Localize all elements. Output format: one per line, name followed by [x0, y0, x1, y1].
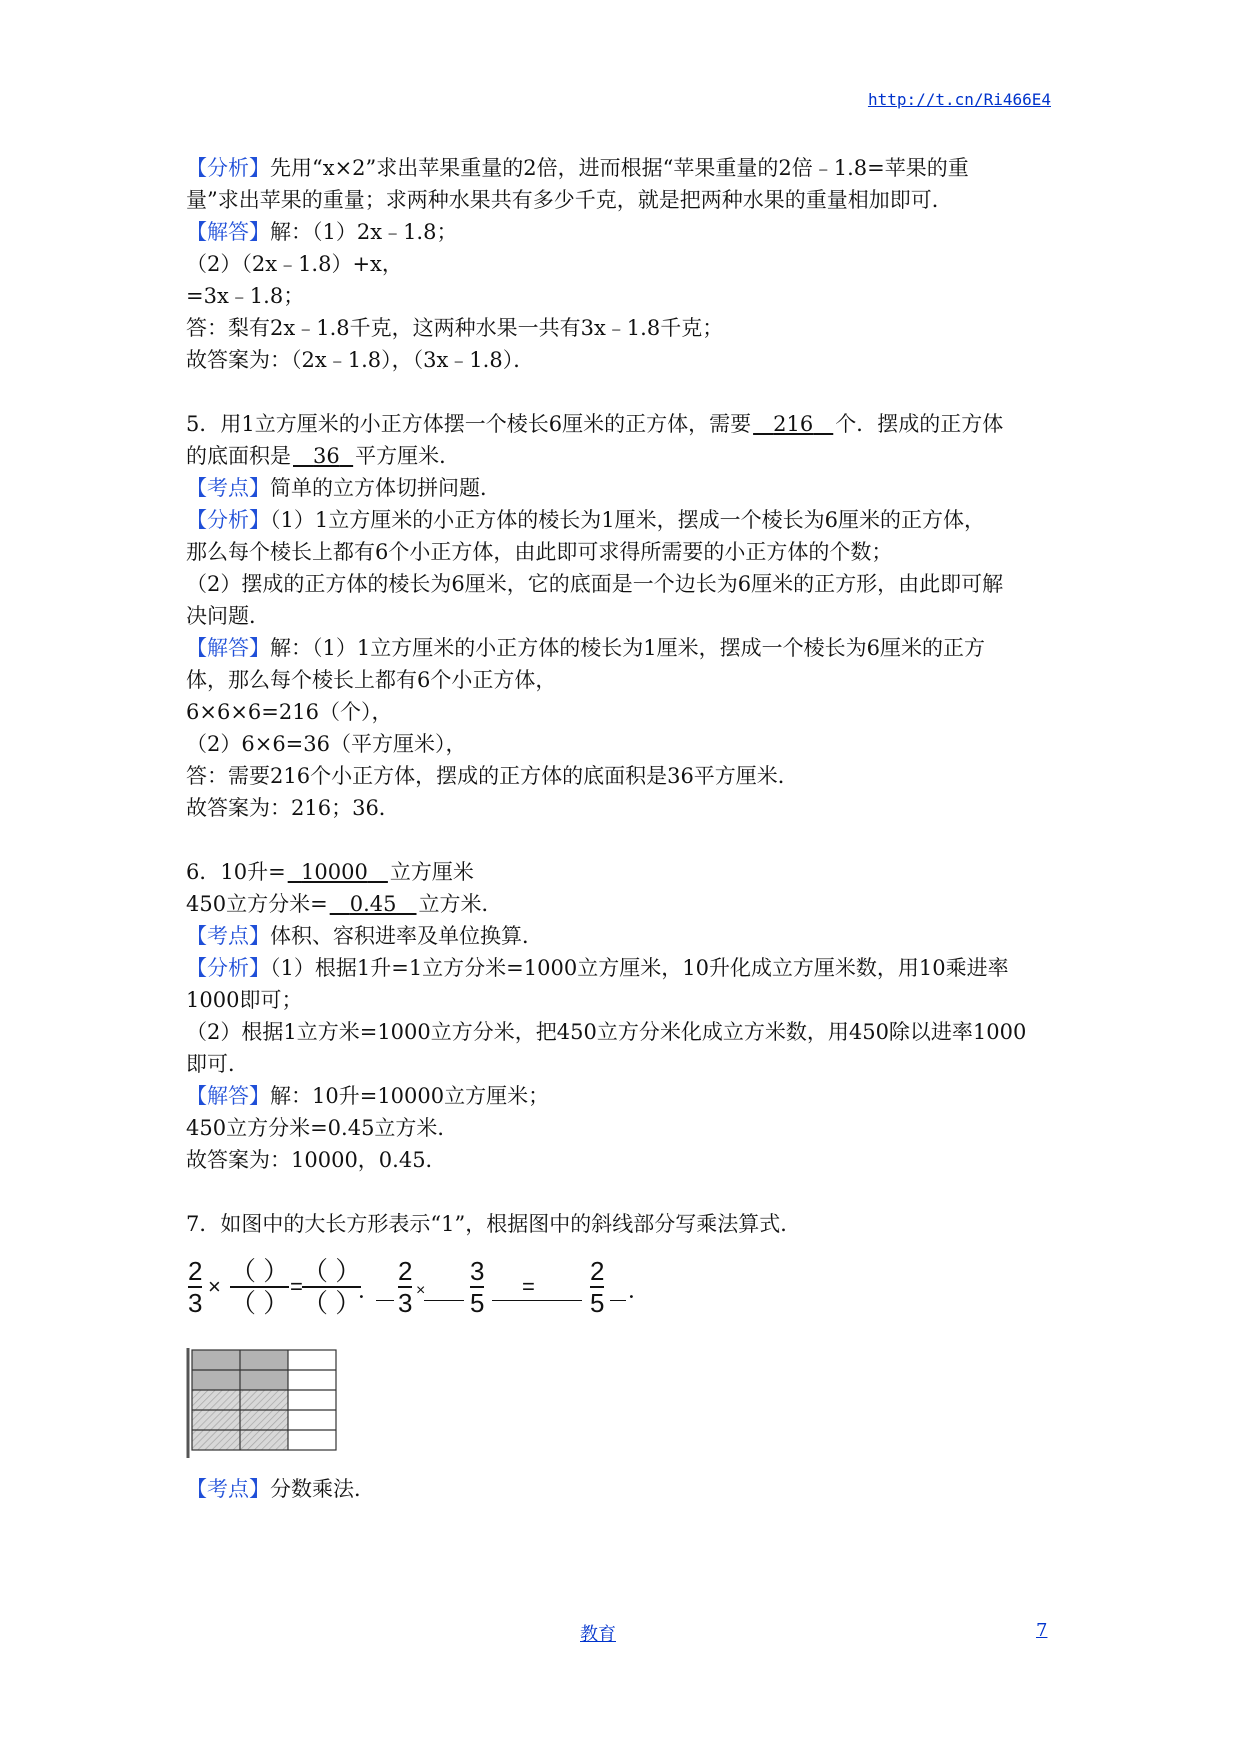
- times-sign: ×: [208, 1274, 221, 1299]
- text-line: （2）摆成的正方体的棱长为6厘米，它的底面是一个边长为6厘米的正方形，由此即可解: [186, 572, 1004, 596]
- question-5: [186, 408, 1066, 824]
- text-line: 那么每个棱长上都有6个小正方体，由此即可求得所需要的小正方体的个数；: [186, 540, 893, 564]
- text-line: 答：需要216个小正方体，摆成的正方体的底面积是36平方厘米．: [186, 764, 799, 788]
- text-line: 【分析】（1）1立方厘米的小正方体的棱长为1厘米，摆成一个棱长为6厘米的正方体，: [186, 508, 985, 532]
- text-line: 【考点】简单的立方体切拼问题．: [186, 476, 501, 500]
- page-number: 7: [1036, 1620, 1048, 1641]
- q5-line-1: 5．用1立方厘米的小正方体摆一个棱长6厘米的正方体，需要 216 个．摆成的正方体: [186, 412, 1004, 436]
- grid-svg: [186, 1348, 346, 1458]
- equals-sign: =: [290, 1274, 303, 1299]
- q6-line-2: 450立方分米= 0.45 立方米．: [186, 892, 503, 916]
- answer-underline-2: [424, 1300, 464, 1301]
- shaded-cell: [240, 1350, 288, 1370]
- text-line: 450立方分米=0.45立方米．: [186, 1116, 459, 1140]
- fraction-blank-1: （ ） （ ）: [230, 1256, 290, 1318]
- section-tag: 【解答】: [186, 1084, 270, 1108]
- q6-solution: [186, 920, 1066, 1176]
- text-line: 故答案为：（2x﹣1.8），（3x﹣1.8）．: [186, 348, 535, 372]
- text-line: =3x﹣1.8；: [186, 284, 305, 308]
- text-line: 【解答】解：10升=10000立方厘米；: [186, 1084, 550, 1108]
- fraction-blank-2: （ ） （ ）: [302, 1256, 362, 1318]
- hatched-cell: [240, 1390, 288, 1410]
- end-period: ．: [628, 1278, 651, 1303]
- text-line: 量”求出苹果的重量；求两种水果共有多少千克，就是把两种水果的重量相加即可．: [186, 188, 953, 212]
- footer-link[interactable]: 教育: [580, 1624, 616, 1645]
- section-tag: 【分析】: [186, 156, 270, 180]
- hatched-cell: [192, 1430, 240, 1450]
- q5-blank-1: 216: [773, 412, 814, 436]
- question-7: [186, 1208, 1066, 1505]
- text-line: （2）（2x﹣1.8）+x，: [186, 252, 403, 276]
- shaded-cell: [192, 1350, 240, 1370]
- section-tag: 【解答】: [186, 220, 270, 244]
- answer-underline-1: [376, 1300, 394, 1301]
- header-link[interactable]: http://t.cn/Ri466E4: [867, 90, 1051, 109]
- text-line: 【解答】解：（1）1立方厘米的小正方体的棱长为1厘米，摆成一个棱长为6厘米的正方: [186, 636, 985, 660]
- hatched-cell: [192, 1390, 240, 1410]
- q7-kaodian: 【考点】分数乘法．: [186, 1477, 375, 1501]
- fraction-two-thirds: 2 3: [188, 1256, 203, 1318]
- text-line: 【分析】先用“x×2”求出苹果重量的2倍，进而根据“苹果重量的2倍﹣1.8=苹果的重: [186, 156, 969, 180]
- page-content: [186, 152, 1066, 1505]
- question-6: [186, 856, 1066, 1176]
- section-tag: 【考点】: [186, 476, 270, 500]
- shaded-cell: [240, 1370, 288, 1390]
- period-mark: ．: [358, 1278, 381, 1303]
- q7-expression: [186, 1258, 1066, 1324]
- text-line: （2）根据1立方米=1000立方分米，把450立方分米化成立方米数，用450除以进率1000: [186, 1020, 1027, 1044]
- answer-equals-sign: =: [522, 1274, 535, 1299]
- answer-times-sign: ×: [416, 1282, 426, 1299]
- block-q4-solution: [186, 152, 1066, 376]
- text-line: 答：梨有2x﹣1.8千克，这两种水果一共有3x﹣1.8千克；: [186, 316, 724, 340]
- shaded-cell: [192, 1370, 240, 1390]
- q5-solution: [186, 472, 1066, 824]
- section-tag: 【分析】: [186, 956, 270, 980]
- hatched-cell: [240, 1430, 288, 1450]
- text-line: （2）6×6=36（平方厘米），: [186, 732, 467, 756]
- section-tag: 【解答】: [186, 636, 270, 660]
- answer-fraction-two-thirds: 2 3: [398, 1256, 413, 1318]
- hatched-cell: [192, 1410, 240, 1430]
- q6-blank-1: 10000: [301, 860, 368, 884]
- text-line: 6×6×6=216（个），: [186, 700, 393, 724]
- hatched-cell: [240, 1410, 288, 1430]
- text-line: 【分析】（1）根据1升=1立方分米=1000立方厘米，10升化成立方厘米数，用10乘进率: [186, 956, 1009, 980]
- q7-title: 7．如图中的大长方形表示“1”，根据图中的斜线部分写乘法算式．: [186, 1212, 802, 1236]
- q6-blank-2: 0.45: [349, 892, 397, 916]
- text-line: 【解答】解：（1）2x﹣1.8；: [186, 220, 458, 244]
- fraction-grid-diagram: [186, 1348, 1066, 1463]
- text-line: 即可．: [186, 1052, 249, 1076]
- text-line: 体，那么每个棱长上都有6个小正方体，: [186, 668, 557, 692]
- section-tag: 【分析】: [186, 508, 270, 532]
- q5-line-2: 的底面积是 36 平方厘米．: [186, 444, 461, 468]
- answer-underline-4: [610, 1300, 626, 1301]
- text-line: 【考点】体积、容积进率及单位换算．: [186, 924, 543, 948]
- text-line: 决问题．: [186, 604, 270, 628]
- text-line: 故答案为：216；36．: [186, 796, 400, 820]
- text-line: 故答案为：10000，0.45．: [186, 1148, 447, 1172]
- answer-fraction-two-fifths: 2 5: [590, 1256, 605, 1318]
- q6-line-1: 6．10升= 10000 立方厘米: [186, 860, 474, 884]
- answer-underline-3: [492, 1300, 582, 1301]
- section-tag: 【考点】: [186, 924, 270, 948]
- answer-fraction-three-fifths: 3 5: [470, 1256, 485, 1318]
- text-line: 1000即可；: [186, 988, 303, 1012]
- q5-blank-2: 36: [313, 444, 340, 468]
